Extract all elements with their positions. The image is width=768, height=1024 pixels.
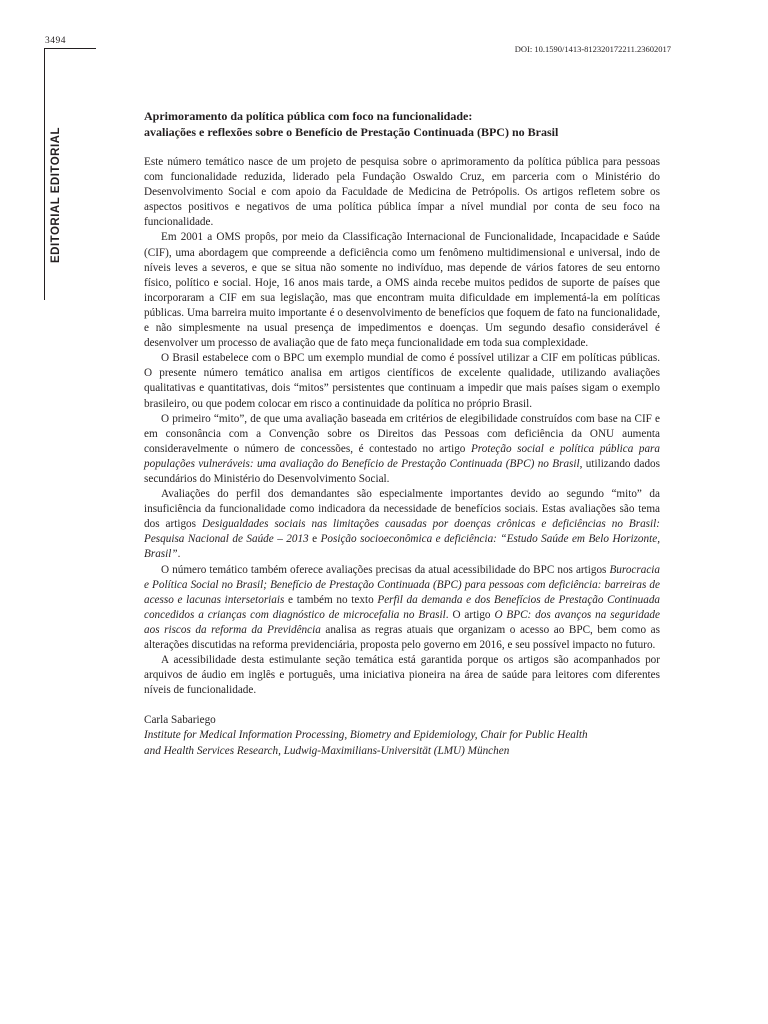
margin-rule xyxy=(44,48,45,300)
article-title-italic: O BPC: dos avanços na seguridade aos riscos da reforma da Previdência xyxy=(144,608,660,636)
article-body xyxy=(144,155,660,698)
header-rule xyxy=(44,48,96,49)
title-line-1: Aprimoramento da política pública com foco na funcionalidade: xyxy=(144,109,473,123)
article-title-italic: Desigualdades sociais nas limitações causadas por doenças crônicas e deficiências no Brasil: Pesquisa Nacional de Saúde – 2013 xyxy=(144,518,660,546)
paragraph-4-text-b: , utilizando dados secundários do Ministério do Desenvolvimento Social. xyxy=(144,457,660,485)
paragraph-6-text-c: . O artigo xyxy=(445,608,495,621)
author-affiliation-line-1: Institute for Medical Information Processing, Biometry and Epidemiology, Chair for Public Health xyxy=(144,729,588,742)
article-title-italic: Perfil da demanda e dos Benefícios de Prestação Continuada concedidos a crianças com diagnóstico de microcefalia no Brasil xyxy=(144,593,661,621)
author-affiliation-line-2: and Health Services Research, Ludwig-Maximilians-Universität (LMU) München xyxy=(144,744,510,757)
title-line-2: avaliações e reflexões sobre o Benefício de Prestação Continuada (BPC) no Brasil xyxy=(144,124,559,139)
doi-reference: DOI: 10.1590/1413-812320172211.23602017 xyxy=(514,44,671,54)
paragraph-7: A acessibilidade desta estimulante seção temática está garantida porque os artigos são acompanhados por arquivos de áudio em inglês e português, uma iniciativa pioneira na área de saúde para leitores com diferentes níveis de funcionalidade. xyxy=(144,654,660,697)
paragraph-3: O Brasil estabelece com o BPC um exemplo mundial de como é possível utilizar a CIF em políticas públicas. O presente número temático analisa em artigos científicos de excelente qualidade, utilizando avaliações qualitativas e quantitativas, dois “mitos” persistentes que continuam a impedir que mais países sigam o exemplo brasileiro, ou que podem colocar em risco a continuidade da política no próprio Brasil. xyxy=(144,352,660,410)
paragraph-6-text-a: O número temático também oferece avaliações precisas da atual acessibilidade do BPC nos artigos xyxy=(161,563,610,576)
paragraph-5-text-a: Avaliações do perfil dos demandantes são especialmente importantes devido ao segundo “mito” da insuficiência da funcionalidade como indicadora da necessidade de benefícios sociais. Estas avaliações são tema dos artigos xyxy=(144,488,660,531)
section-label: EDITORIAL EDITORIAL xyxy=(50,126,62,263)
paragraph-6 xyxy=(144,563,660,654)
editorial-content xyxy=(144,109,660,759)
paragraph-5 xyxy=(144,487,660,562)
paragraph-4 xyxy=(144,412,660,487)
author-name: Carla Sabariego xyxy=(144,714,216,727)
paragraph-6-text-b: e também no texto xyxy=(284,593,378,606)
paragraph-4-text-a: O primeiro “mito”, de que uma avaliação baseada em critérios de elegibilidade construídos com base na CIF e em consonância com a Convenção sobre os Direitos das Pessoas com deficiência da ONU aumenta consideravelmente o número de concessões, é contestado no artigo xyxy=(144,412,660,455)
author-signature xyxy=(144,713,660,758)
paragraph-5-text-b: e xyxy=(308,533,321,546)
paragraph-1: Este número temático nasce de um projeto de pesquisa sobre o aprimoramento da política pública para pessoas com funcionalidade reduzida, liderado pela Fundação Oswaldo Cruz, em parceria com o Ministério do Desenvolvimento Social e com apoio da Faculdade de Medicina de Petrópolis. Os artigos refletem sobre os aspectos positivos e negativos de uma política pública ímpar a nível mundial por conta de seu foco na funcionalidade. xyxy=(144,156,660,229)
paragraph-6-text-d: analisa as regras atuais que organizam o acesso ao BPC, bem como as alterações discutidas na reforma previdenciária, proposta pelo governo em 2016, e seu possível impacto no futuro. xyxy=(144,623,660,651)
article-title-italic: Burocracia e Política Social no Brasil; Benefício de Prestação Continuada (BPC) para pessoas com deficiência: barreiras de acesso e lacunas intersetoriais xyxy=(144,563,660,606)
page-number: 3494 xyxy=(45,36,66,46)
article-title xyxy=(144,109,660,140)
article-title-italic: Proteção social e política pública para populações vulneráveis: uma avaliação do Benefício de Prestação Continuada (BPC) no Brasil xyxy=(144,442,660,470)
paragraph-5-text-c: . xyxy=(177,548,181,561)
article-title-italic: Posição socioeconômica e deficiência: “Estudo Saúde em Belo Horizonte, Brasil” xyxy=(144,533,660,561)
paragraph-2: Em 2001 a OMS propôs, por meio da Classificação Internacional de Funcionalidade, Incapacidade e Saúde (CIF), uma abordagem que compreende a deficiência como um fenômeno multidimensional e universal, indo de níveis leves a severos, e que se situa não somente no indivíduo, mas depende de vários fatores de seu entorno físico, político e social. Hoje, 16 anos mais tarde, a OMS ainda recebe muitos pedidos de suporte de países que incorporaram a CIF em sua legislação, mas que encontram muita dificuldade em implementá-la em políticas públicas. Uma barreira muito importante é o desenvolvimento de benefícios que foquem de fato na funcionalidade, e não simplesmente na usual presença de impedimentos e doenças. Um segundo desafio considerável é desenvolver um processo de avaliação que de fato meça funcionalidade em toda sua complexidade. xyxy=(144,231,660,350)
